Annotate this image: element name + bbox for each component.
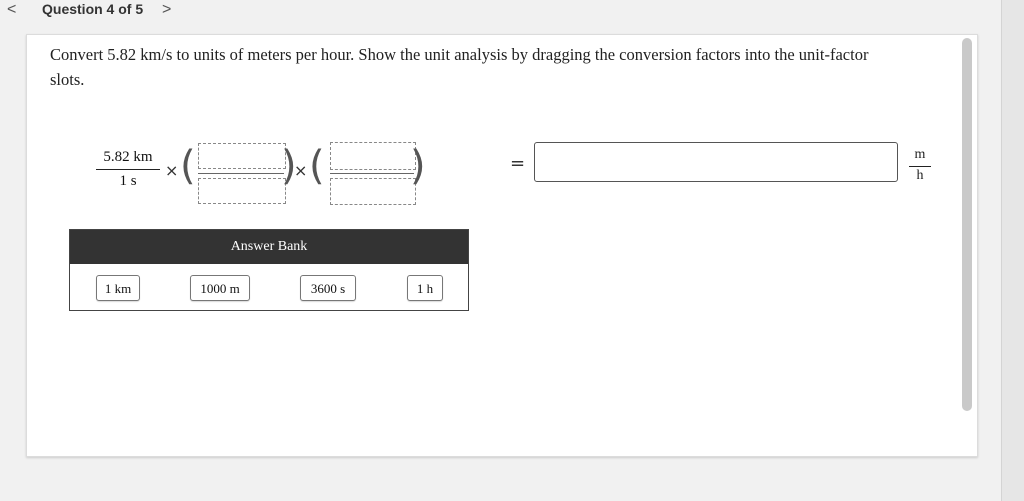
factor-1-numerator-slot[interactable] xyxy=(198,143,286,169)
open-paren-2: ( xyxy=(309,143,325,189)
answer-chip-1000-m[interactable]: 1000 m xyxy=(190,275,250,301)
question-counter: Question 4 of 5 xyxy=(42,1,144,17)
unit-numerator: m xyxy=(914,147,926,162)
answer-input[interactable] xyxy=(534,142,898,182)
answer-unit-fraction xyxy=(909,146,931,184)
answer-chip-3600-s[interactable]: 3600 s xyxy=(300,275,356,301)
open-paren-1: ( xyxy=(180,143,196,189)
factor-1-fraction-bar xyxy=(198,173,284,174)
given-quantity-fraction xyxy=(96,147,160,192)
question-prompt: Convert 5.82 km/s to units of meters per hour. Show the unit analysis by dragging the conversion factors into the unit-factor slots. xyxy=(50,45,869,89)
equals-symbol: = xyxy=(510,153,526,174)
question-nav xyxy=(0,0,1000,22)
given-denominator: 1 s xyxy=(119,173,137,189)
previous-question-icon[interactable]: < xyxy=(7,1,17,18)
factor-1-denominator-slot[interactable] xyxy=(198,178,286,204)
unit-denominator: h xyxy=(916,168,924,183)
factor-2-fraction-bar xyxy=(330,173,414,174)
given-numerator: 5.82 km xyxy=(103,149,153,165)
right-edge-panel xyxy=(1001,0,1024,501)
next-question-icon[interactable]: > xyxy=(162,1,172,18)
answer-bank xyxy=(69,229,469,311)
times-symbol-2: × xyxy=(294,161,308,180)
scrollbar[interactable] xyxy=(962,38,972,411)
unit-fraction-bar xyxy=(909,166,931,167)
close-paren-2: ) xyxy=(410,143,426,189)
answer-bank-title: Answer Bank xyxy=(70,230,468,264)
factor-2-numerator-slot[interactable] xyxy=(330,142,416,170)
factor-2-denominator-slot[interactable] xyxy=(330,178,416,205)
answer-chip-1-km[interactable]: 1 km xyxy=(96,275,140,301)
times-symbol-1: × xyxy=(165,161,179,180)
close-paren-1: ) xyxy=(281,143,297,189)
answer-chip-1-h[interactable]: 1 h xyxy=(407,275,443,301)
given-fraction-bar xyxy=(96,169,160,170)
